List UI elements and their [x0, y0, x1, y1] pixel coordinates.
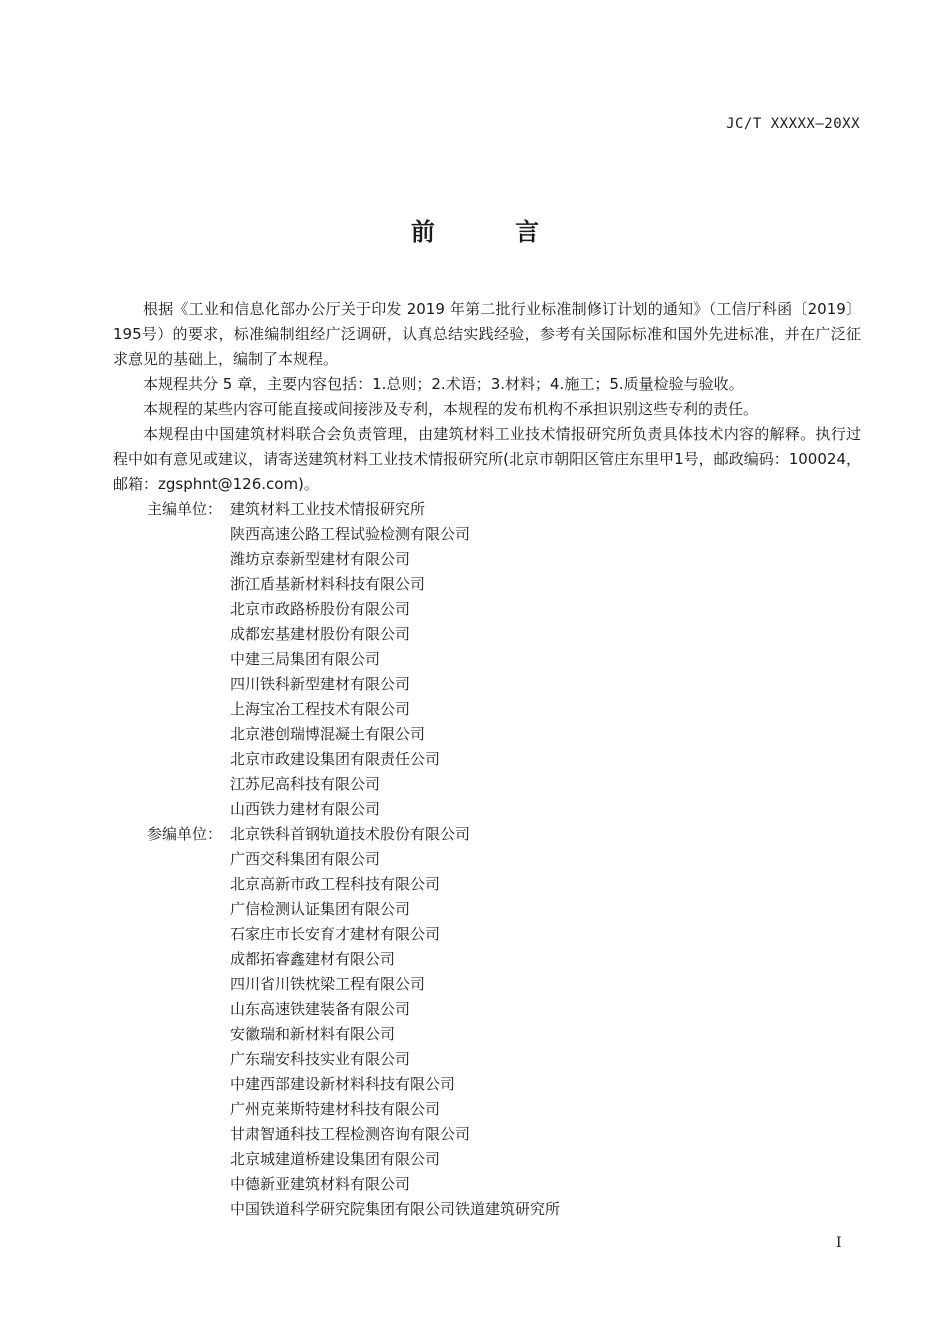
list-item: 建筑材料工业技术情报研究所 — [230, 500, 426, 518]
list-item: 四川铁科新型建材有限公司 — [230, 675, 411, 693]
list-item: 中建三局集团有限公司 — [230, 650, 381, 668]
list-item: 北京港创瑞博混凝土有限公司 — [230, 725, 426, 743]
list-item: 广西交科集团有限公司 — [230, 850, 381, 868]
list-item: 江苏尼高科技有限公司 — [230, 775, 381, 793]
list-item: 广信检测认证集团有限公司 — [230, 900, 411, 918]
preface-title: 前 言 — [410, 218, 576, 246]
list-item: 浙江盾基新材料科技有限公司 — [230, 575, 426, 593]
list-item: 潍坊京泰新型建材有限公司 — [230, 550, 411, 568]
list-item: 北京市政路桥股份有限公司 — [230, 600, 411, 618]
participating-units-list — [230, 822, 861, 1222]
list-item: 山西铁力建材有限公司 — [230, 800, 381, 818]
list-item: 广东瑞安科技实业有限公司 — [230, 1050, 411, 1068]
preface-body — [113, 297, 861, 1222]
list-item: 中德新亚建筑材料有限公司 — [230, 1175, 411, 1193]
list-item: 甘肃智通科技工程检测咨询有限公司 — [230, 1125, 471, 1143]
paragraph-basis: 根据《工业和信息化部办公厅关于印发 2019 年第二批行业标准制修订计划的通知》（工信厅科函〔2019〕195号）的要求，标准编制组经广泛调研，认真总结实践经验，参考有关国际标准和国外先进标准，并在广泛征求意见的基础上，编制了本规程。 — [113, 300, 861, 368]
list-item: 山东高速铁建装备有限公司 — [230, 1000, 411, 1018]
paragraph-patent: 本规程的某些内容可能直接或间接涉及专利，本规程的发布机构不承担识别这些专利的责任。 — [143, 400, 759, 418]
list-item: 陕西高速公路工程试验检测有限公司 — [230, 525, 471, 543]
list-item: 广州克莱斯特建材科技有限公司 — [230, 1100, 441, 1118]
chief-units-label: 主编单位： — [147, 500, 223, 518]
list-item: 四川省川铁枕梁工程有限公司 — [230, 975, 426, 993]
participating-units-section — [113, 822, 861, 1222]
list-item: 北京市政建设集团有限责任公司 — [230, 750, 441, 768]
list-item: 中建西部建设新材料科技有限公司 — [230, 1075, 456, 1093]
chief-units-list — [230, 497, 861, 822]
standard-code: JC/T XXXXX—20XX — [726, 116, 860, 132]
list-item: 石家庄市长安育才建材有限公司 — [230, 925, 441, 943]
list-item: 北京城建道桥建设集团有限公司 — [230, 1150, 441, 1168]
paragraph-chapters: 本规程共分 5 章，主要内容包括：1.总则；2.术语；3.材料；4.施工；5.质量检验与验收。 — [143, 375, 744, 393]
list-item: 北京铁科首钢轨道技术股份有限公司 — [230, 825, 471, 843]
list-item: 中国铁道科学研究院集团有限公司铁道建筑研究所 — [230, 1200, 561, 1218]
chief-units-section — [113, 497, 861, 822]
list-item: 北京高新市政工程科技有限公司 — [230, 875, 441, 893]
participating-units-label: 参编单位： — [147, 825, 223, 843]
list-item: 成都宏基建材股份有限公司 — [230, 625, 411, 643]
paragraph-management: 本规程由中国建筑材料联合会负责管理，由建筑材料工业技术情报研究所负责具体技术内容的解释。执行过程中如有意见或建议，请寄送建筑材料工业技术情报研究所(北京市朝阳区管庄东里甲1号，邮政编码：100024，邮箱：zgsphnt@126.com)。 — [113, 425, 861, 493]
list-item: 安徽瑞和新材料有限公司 — [230, 1025, 396, 1043]
list-item: 成都拓睿鑫建材有限公司 — [230, 950, 396, 968]
page-number: I — [836, 1235, 842, 1251]
list-item: 上海宝冶工程技术有限公司 — [230, 700, 411, 718]
